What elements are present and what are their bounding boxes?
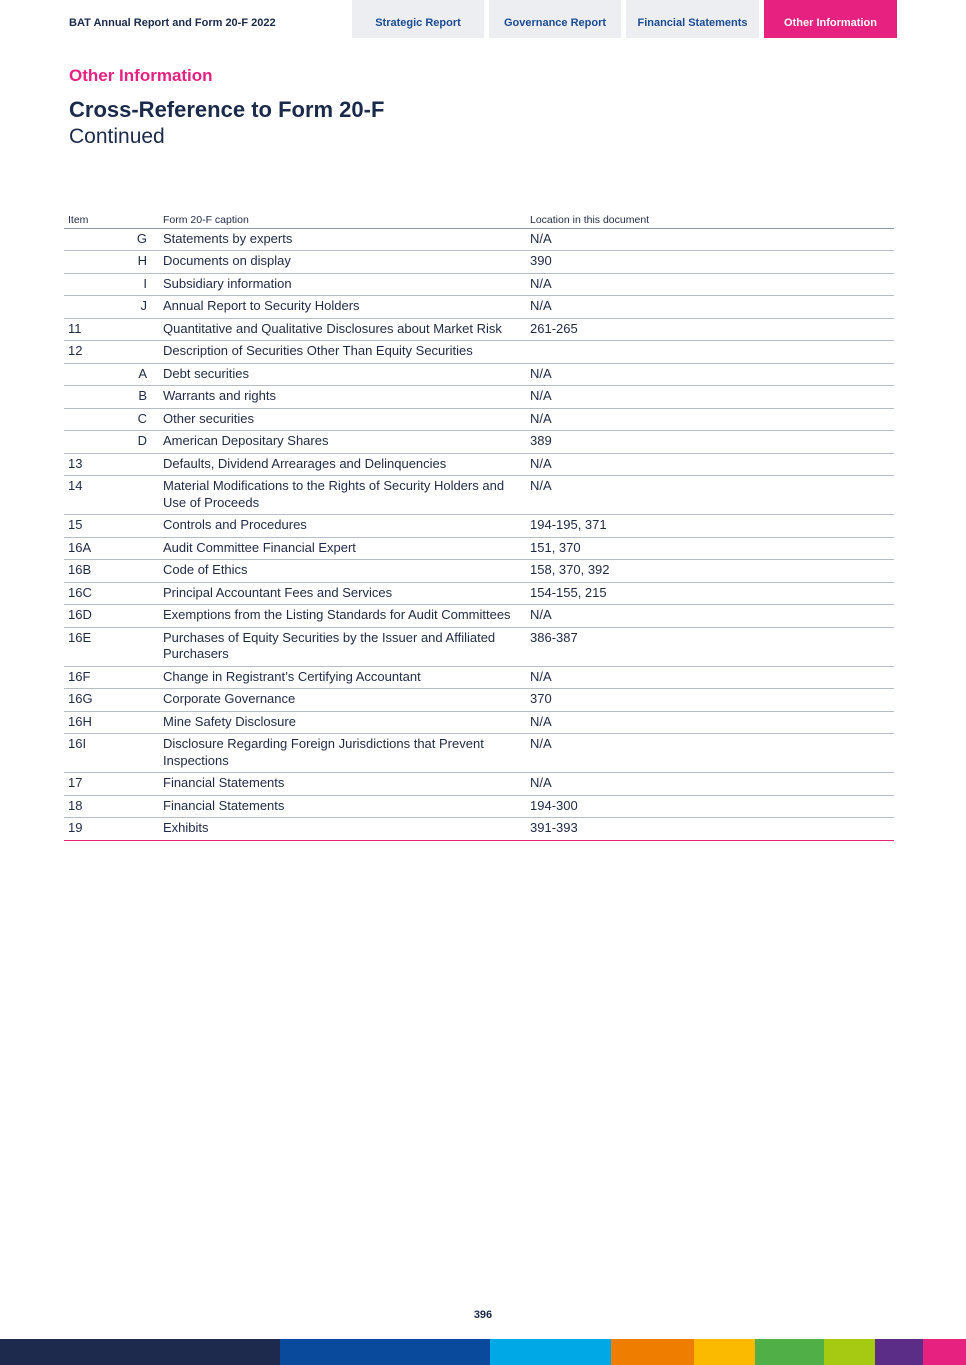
cell-location: 389 [526,431,894,454]
cell-location: N/A [526,453,894,476]
cell-location: N/A [526,296,894,319]
color-bar-segment [875,1339,923,1365]
cell-item [64,296,104,319]
cell-caption: Principal Accountant Fees and Services [159,582,526,605]
cell-sub-item [104,453,159,476]
cell-sub-item [104,666,159,689]
cell-location: 390 [526,251,894,274]
cell-sub-item [104,318,159,341]
cell-item: 14 [64,476,104,515]
cell-sub-item [104,818,159,841]
cell-location: N/A [526,386,894,409]
cell-sub-item: G [104,228,159,251]
cell-location [526,341,894,364]
table-row [64,605,894,628]
cell-sub-item: H [104,251,159,274]
cell-item [64,363,104,386]
cell-sub-item [104,627,159,666]
cell-caption: Documents on display [159,251,526,274]
cell-item: 16H [64,711,104,734]
column-header-item: Item [64,210,159,228]
color-bar-segment [280,1339,490,1365]
cell-sub-item [104,515,159,538]
color-bar-segment [824,1339,875,1365]
table-row [64,431,894,454]
cell-caption: Statements by experts [159,228,526,251]
cell-location: N/A [526,773,894,796]
cell-location: N/A [526,711,894,734]
cell-item: 16D [64,605,104,628]
cell-item [64,228,104,251]
cell-item: 11 [64,318,104,341]
cell-location: N/A [526,363,894,386]
cell-caption: Description of Securities Other Than Equity Securities [159,341,526,364]
section-label: Other Information [69,66,213,85]
table-row [64,515,894,538]
color-bar-segment [755,1339,824,1365]
cell-location: 386-387 [526,627,894,666]
cell-caption: Disclosure Regarding Foreign Jurisdictions that Prevent Inspections [159,734,526,773]
cell-item: 18 [64,795,104,818]
color-bar-segment [923,1339,966,1365]
cell-sub-item: B [104,386,159,409]
table-row [64,666,894,689]
cell-location: N/A [526,476,894,515]
cell-sub-item [104,773,159,796]
cell-sub-item [104,711,159,734]
cell-item [64,408,104,431]
cell-caption: Quantitative and Qualitative Disclosures about Market Risk [159,318,526,341]
table-row [64,582,894,605]
cell-sub-item [104,605,159,628]
table-body [64,228,894,840]
page-title: Cross-Reference to Form 20-F [69,97,385,122]
cell-location: 158, 370, 392 [526,560,894,583]
cell-item: 15 [64,515,104,538]
cell-item [64,251,104,274]
cell-location: 261-265 [526,318,894,341]
table-row [64,689,894,712]
cell-sub-item: J [104,296,159,319]
cell-caption: Financial Statements [159,795,526,818]
tab-other-information[interactable]: Other Information [764,0,897,38]
table-row [64,386,894,409]
cell-caption: Material Modifications to the Rights of Security Holders and Use of Proceeds [159,476,526,515]
table-row [64,273,894,296]
cell-item: 16A [64,537,104,560]
cell-sub-item [104,341,159,364]
table-row [64,711,894,734]
cell-item: 16C [64,582,104,605]
cell-location: N/A [526,605,894,628]
cell-caption: Change in Registrant’s Certifying Accountant [159,666,526,689]
cell-caption: Exemptions from the Listing Standards for Audit Committees [159,605,526,628]
cell-caption: Subsidiary information [159,273,526,296]
cell-sub-item: C [104,408,159,431]
cell-item: 12 [64,341,104,364]
table-row [64,318,894,341]
cell-sub-item [104,582,159,605]
cell-item [64,431,104,454]
cell-location: 194-195, 371 [526,515,894,538]
cell-location: N/A [526,228,894,251]
tab-governance-report[interactable]: Governance Report [489,0,621,38]
cell-item: 17 [64,773,104,796]
column-header-caption: Form 20-F caption [159,210,526,228]
cell-item: 16G [64,689,104,712]
cell-item [64,273,104,296]
table-row [64,453,894,476]
cell-item: 16I [64,734,104,773]
cell-location: 370 [526,689,894,712]
table-row [64,228,894,251]
table-row [64,341,894,364]
cell-caption: Financial Statements [159,773,526,796]
cell-item [64,386,104,409]
cell-caption: Debt securities [159,363,526,386]
cell-sub-item: D [104,431,159,454]
cell-sub-item [104,560,159,583]
cell-sub-item [104,476,159,515]
top-navigation [0,0,966,38]
cell-caption: Audit Committee Financial Expert [159,537,526,560]
cell-caption: Controls and Procedures [159,515,526,538]
table-row [64,537,894,560]
color-bar-segment [694,1339,755,1365]
table-row [64,296,894,319]
table-row [64,773,894,796]
table-row [64,251,894,274]
cell-location: N/A [526,666,894,689]
cell-sub-item: I [104,273,159,296]
column-header-location: Location in this document [526,210,894,228]
color-bar-segment [611,1339,694,1365]
cell-caption: Mine Safety Disclosure [159,711,526,734]
cross-reference-table [64,210,894,841]
document-title: BAT Annual Report and Form 20-F 2022 [69,17,276,29]
color-bar-segment [0,1339,280,1365]
cell-item: 16B [64,560,104,583]
color-bar-segment [490,1339,611,1365]
table-row [64,560,894,583]
cell-caption: Defaults, Dividend Arrearages and Delinquencies [159,453,526,476]
cell-location: 391-393 [526,818,894,841]
cell-caption: Corporate Governance [159,689,526,712]
table-row [64,476,894,515]
tab-strategic-report[interactable]: Strategic Report [352,0,484,38]
table-row [64,627,894,666]
cell-caption: American Depositary Shares [159,431,526,454]
cell-item: 13 [64,453,104,476]
table-header-row [64,210,894,228]
cell-caption: Annual Report to Security Holders [159,296,526,319]
cell-caption: Other securities [159,408,526,431]
cell-location: 194-300 [526,795,894,818]
cell-item: 16F [64,666,104,689]
cell-sub-item [104,734,159,773]
cell-location: N/A [526,408,894,431]
table-row [64,408,894,431]
cell-item: 19 [64,818,104,841]
table-row [64,363,894,386]
cell-caption: Warrants and rights [159,386,526,409]
cell-location: N/A [526,273,894,296]
table-row [64,818,894,841]
footer-color-bar [0,1339,966,1365]
cell-item: 16E [64,627,104,666]
page-subtitle: Continued [69,125,165,148]
cell-sub-item [104,689,159,712]
cell-location: N/A [526,734,894,773]
cell-caption: Exhibits [159,818,526,841]
page-number: 396 [473,1309,493,1321]
cell-caption: Purchases of Equity Securities by the Issuer and Affiliated Purchasers [159,627,526,666]
cell-location: 154-155, 215 [526,582,894,605]
cell-caption: Code of Ethics [159,560,526,583]
cell-sub-item [104,537,159,560]
cell-sub-item [104,795,159,818]
cell-sub-item: A [104,363,159,386]
tab-financial-statements[interactable]: Financial Statements [626,0,759,38]
cell-location: 151, 370 [526,537,894,560]
table-row [64,795,894,818]
table-row [64,734,894,773]
